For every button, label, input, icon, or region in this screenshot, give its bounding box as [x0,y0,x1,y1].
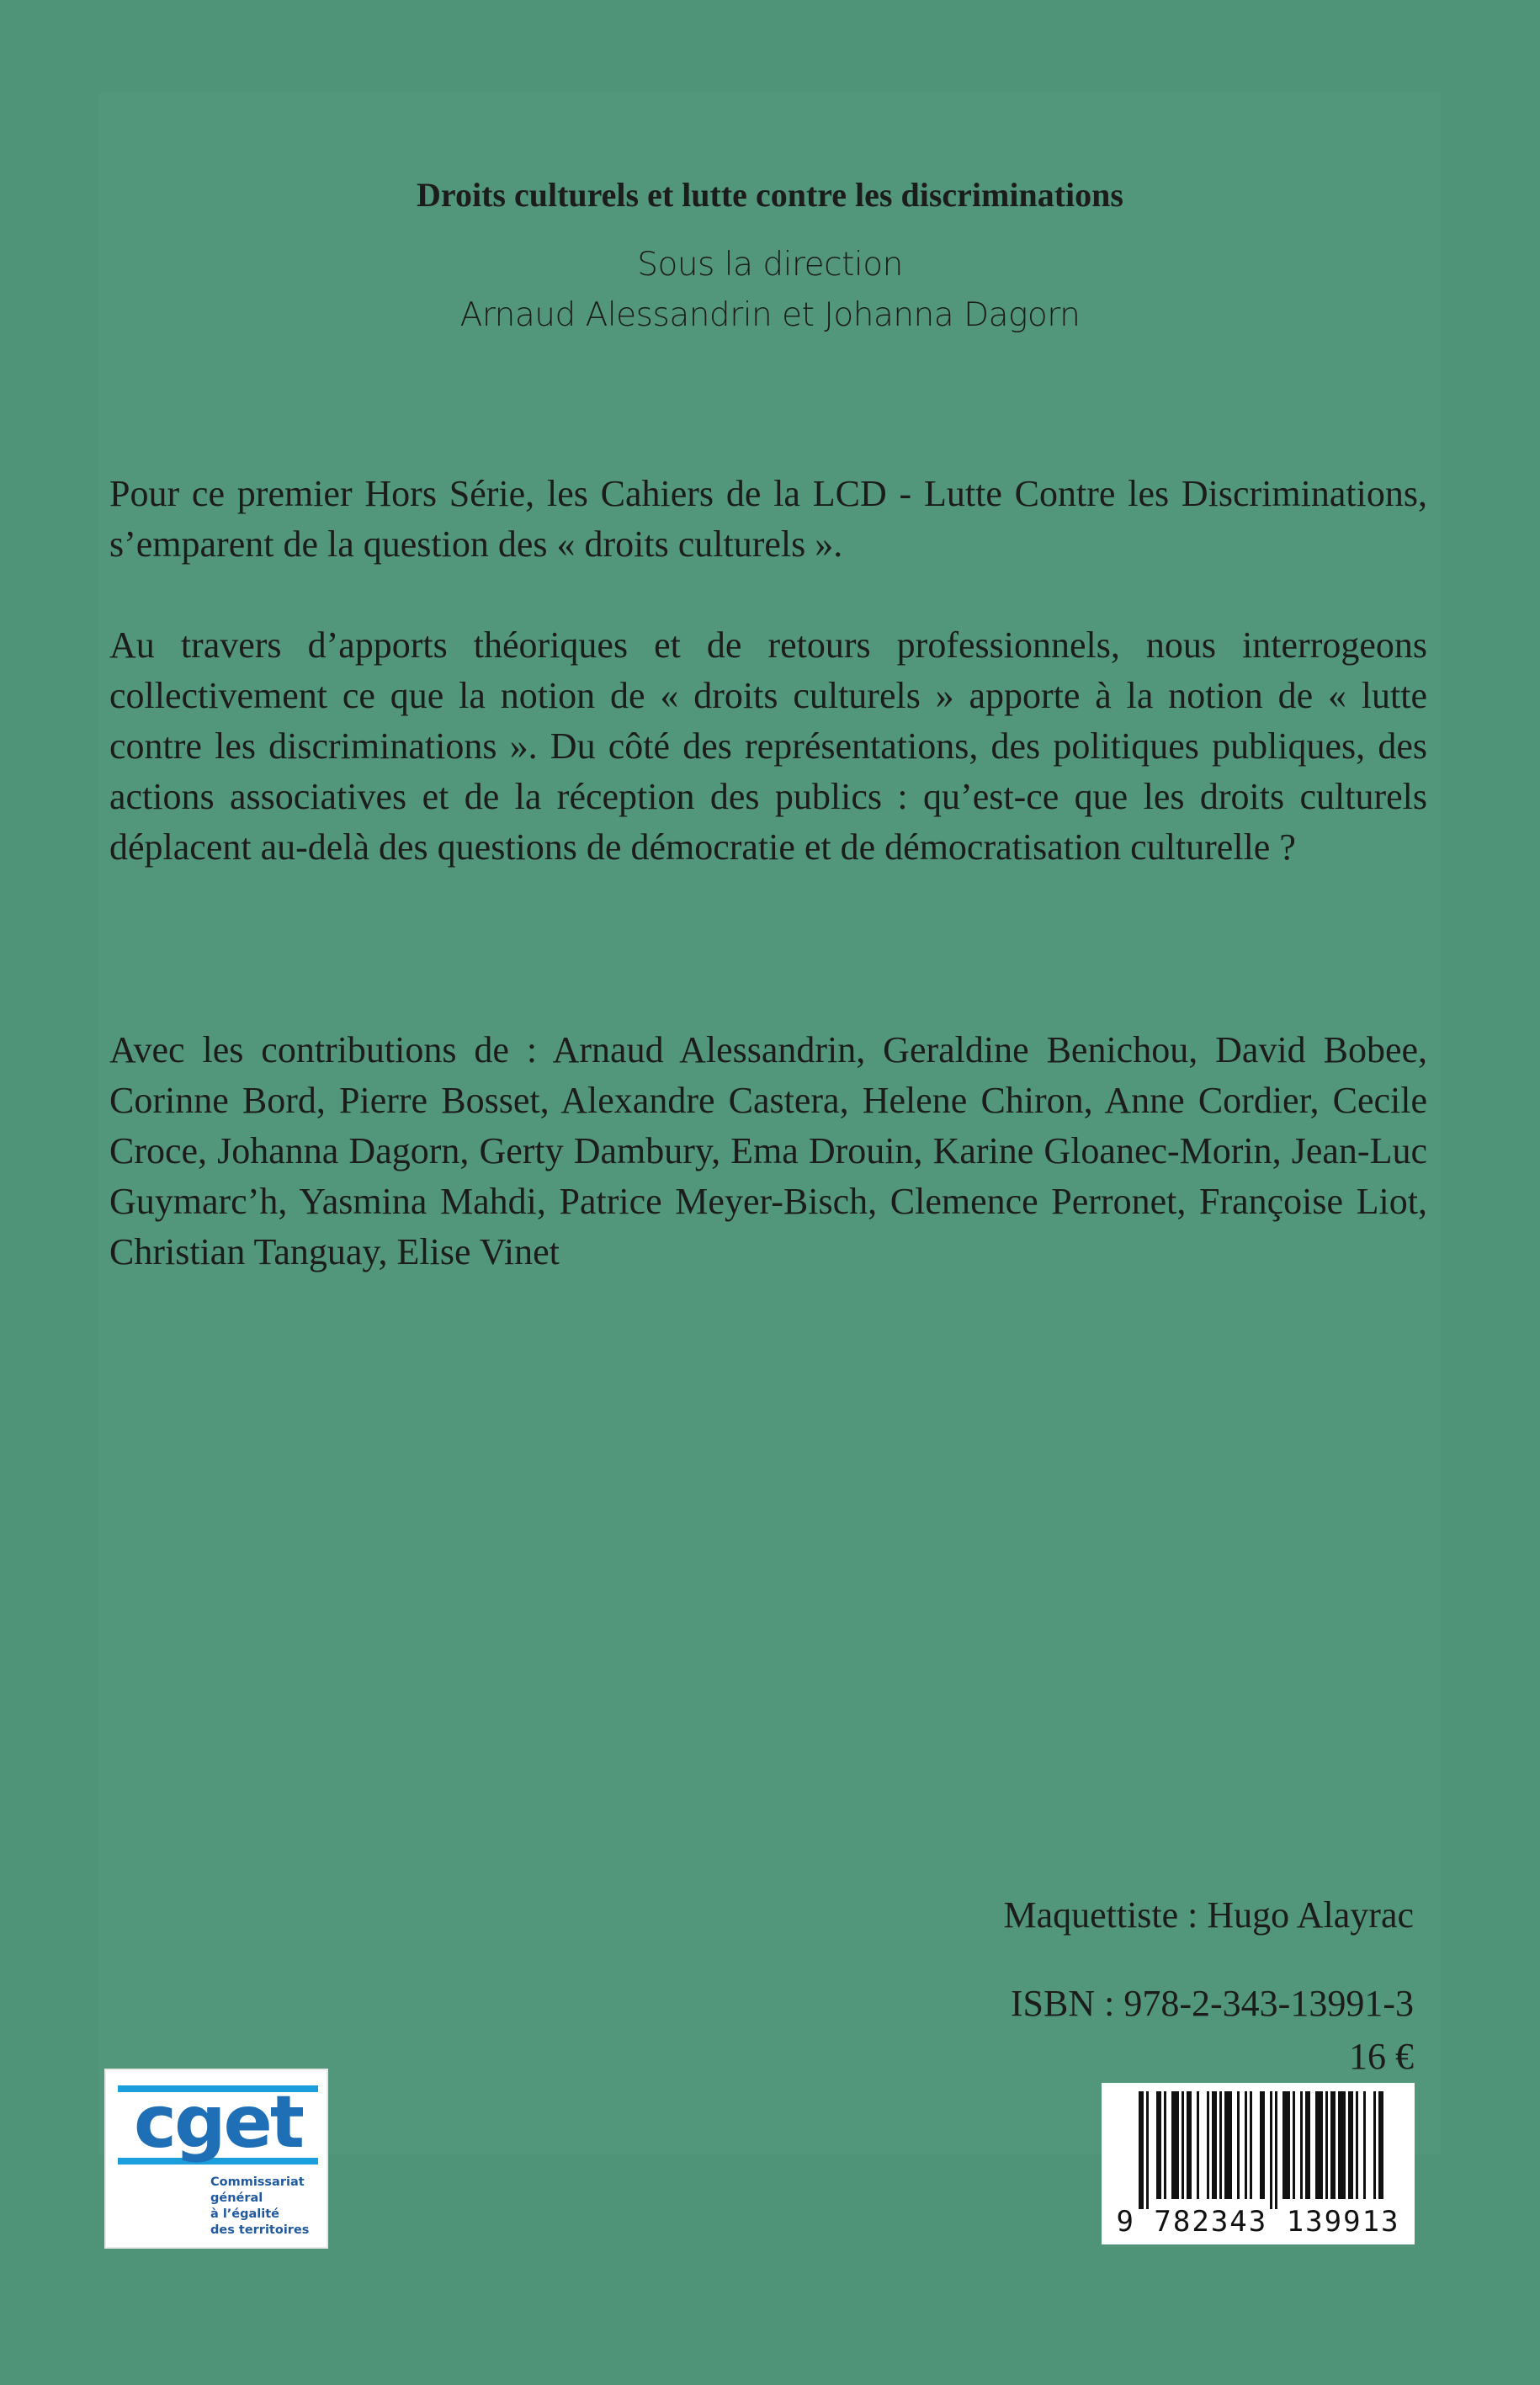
barcode-bar [1182,2091,1184,2199]
barcode-bar [1156,2091,1161,2199]
logo-caption [210,2175,325,2239]
subtitle-direction: Sous la direction [637,246,903,284]
barcode-bar [1348,2091,1353,2199]
barcode-bar [1315,2091,1323,2199]
barcode-bar [1270,2091,1272,2209]
barcode-bar [1164,2091,1166,2199]
barcode-bar [1260,2091,1265,2199]
barcode-bar [1197,2091,1199,2199]
barcode-bar [1219,2091,1222,2199]
book-title: Droits culturels et lutte contre les discriminations [417,176,1123,214]
barcode-bar [1245,2091,1247,2199]
barcode-bar [1146,2091,1149,2209]
barcode-bar [1187,2091,1192,2199]
logo-wordmark: cget [134,2080,302,2165]
cget-logo [104,2069,328,2249]
barcode-bar [1378,2091,1383,2199]
barcode-bar [1300,2091,1303,2199]
logo-caption-line: à l’égalité [210,2207,280,2221]
barcode-bar [1207,2091,1209,2199]
description-paragraph: Au travers d’apports théoriques et de retours professionnels, nous interrogeons collectivement ce que la notion de « droits culturels » apporte à la notion de « lutte contre les discriminations ». Du côté des représentations, des politiques publiques, des actions associatives et de la réception des publics : qu’est-ce que les droits culturels déplacent au-delà des questions de démocratie et de démocratisation culturelle ? [109,624,1427,868]
logo-caption-line: des territoires [210,2223,310,2237]
barcode-bar [1139,2091,1144,2209]
logo-caption-line: général [210,2191,263,2205]
barcode-bar [1171,2091,1179,2199]
barcode-bar [1330,2091,1336,2199]
price-tag: 16 € [1349,2036,1414,2077]
designer-credit: Maquettiste : Hugo Alayrac [1003,1894,1414,1936]
barcode-bar [1250,2091,1252,2199]
barcode-bar [1293,2091,1295,2199]
barcode-digits: 9 782343 139913 [1116,2205,1400,2239]
barcode-bar [1237,2091,1240,2199]
barcode-bar [1363,2091,1366,2199]
barcode-bar [1212,2091,1217,2199]
barcode-bar [1338,2091,1346,2199]
isbn-number: ISBN : 978-2-343-13991-3 [1010,1983,1414,2024]
logo-caption-line: Commissariat [210,2175,305,2189]
barcode-bar [1325,2091,1328,2199]
subtitle-editors: Arnaud Alessandrin et Johanna Dagorn [459,296,1081,334]
barcode-bar [1224,2091,1232,2199]
barcode-bar [1282,2091,1290,2199]
isbn-barcode [1102,2083,1415,2244]
barcode-bar [1373,2091,1376,2199]
barcode-bar [1275,2091,1277,2209]
intro-paragraph: Pour ce premier Hors Série, les Cahiers de la LCD - Lutte Contre les Discriminations, s’emparent de la question des « droits culturels ». [109,473,1427,565]
barcode-bar [1305,2091,1310,2199]
barcode-bar [1356,2091,1358,2199]
contributors-paragraph: Avec les contributions de : Arnaud Alessandrin, Geraldine Benichou, David Bobee, Corinne Bord, Pierre Bosset, Alexandre Castera, Helene Chiron, Anne Cordier, Cecile Croce, Johanna Dagorn, Gerty Dambury, Ema Drouin, Karine Gloanec-Morin, Jean-Luc Guymarc’h, Yasmina Mahdi, Patrice Meyer-Bisch, Clemence Perronet, Françoise Liot, Christian Tanguay, Elise Vinet [109,1029,1427,1272]
